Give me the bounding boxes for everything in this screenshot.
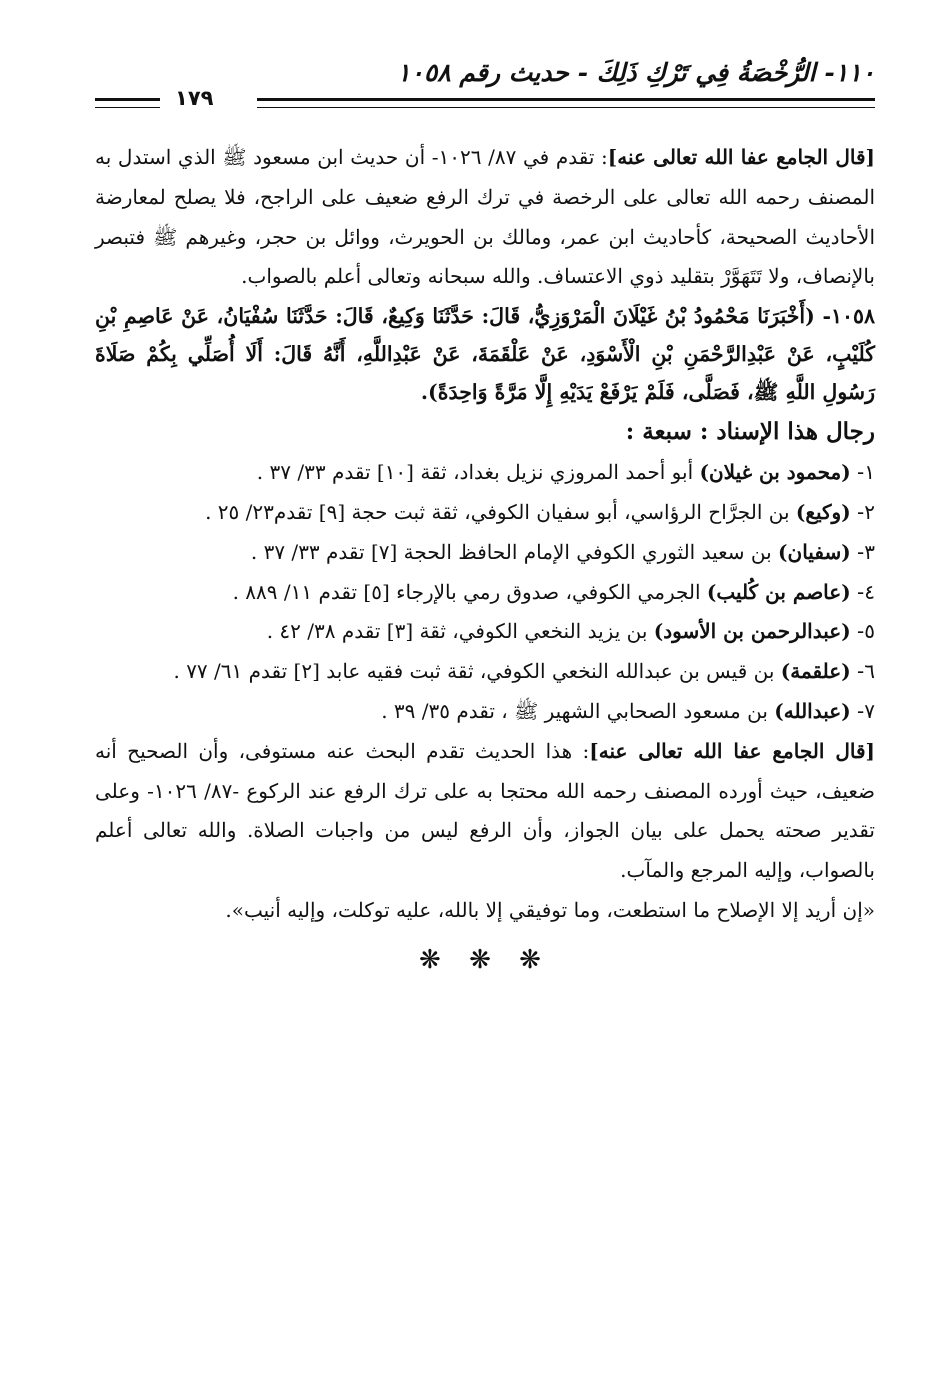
narrator-name: (محمود بن غيلان) <box>699 460 851 485</box>
intro-lead: [قال الجامع عفا الله تعالى عنه] <box>607 145 875 169</box>
header-title: ١١٠- الرُّخْصَةُ فِي تَرْكِ ذَلِكَ - حديث رقم ١٠٥٨ <box>397 58 875 87</box>
narrator-desc: بن قيس بن عبدالله النخعي الكوفي، ثقة ثبت فقيه عابد [٢] تقدم ٦١/ ٧٧ . <box>173 659 781 684</box>
narrator-name: (عبدالرحمن بن الأسود) <box>653 619 851 644</box>
narrator-item <box>95 533 875 573</box>
narrator-number: ١- <box>857 460 875 485</box>
conclusion-paragraph <box>95 732 875 891</box>
narrator-item <box>95 573 875 613</box>
narrator-desc: بن يزيد النخعي الكوفي، ثقة [٣] تقدم ٣٨/ ٤٢ . <box>266 619 654 644</box>
narrator-name: (علقمة) <box>780 659 851 684</box>
intro-paragraph <box>95 138 875 297</box>
header-rule-right <box>257 98 875 108</box>
running-header <box>95 58 875 108</box>
narrator-name: (عبدالله) <box>774 698 851 723</box>
narrator-name: (سفيان) <box>778 539 851 564</box>
narrator-desc: الجرمي الكوفي، صدوق رمي بالإرجاء [٥] تقدم ١١/ ٨٨٩ . <box>232 579 707 604</box>
narrator-desc: بن مسعود الصحابي الشهير ﷺ ، تقدم ٣٥/ ٣٩ . <box>381 698 775 723</box>
document-page <box>95 58 875 981</box>
section-separator-stars: ❋ ❋ ❋ <box>419 944 551 975</box>
narrator-number: ٦- <box>857 659 875 684</box>
narrator-name: (وكيع) <box>795 499 851 524</box>
narrator-number: ٥- <box>857 619 875 644</box>
narrator-desc: بن الجرَّاح الرؤاسي، أبو سفيان الكوفي، ثقة ثبت حجة [٩] تقدم٢٣/ ٢٥ . <box>205 499 796 524</box>
conclusion-lead: [قال الجامع عفا الله تعالى عنه] <box>589 738 876 763</box>
narrator-desc: أبو أحمد المروزي نزيل بغداد، ثقة [١٠] تقدم ٣٣/ ٣٧ . <box>256 460 700 485</box>
header-rule-left <box>95 98 160 108</box>
narrators-list <box>95 453 875 732</box>
narrator-item <box>95 493 875 533</box>
narrator-name: (عاصم بن كُليب) <box>706 579 851 604</box>
narrator-number: ٢- <box>857 499 875 524</box>
narrator-item <box>95 692 875 732</box>
narrators-title: رجال هذا الإسناد : سبعة : <box>625 418 875 446</box>
narrator-number: ٤- <box>857 579 875 604</box>
page-body <box>95 138 875 981</box>
narrator-desc: بن سعيد الثوري الكوفي الإمام الحافظ الحجة [٧] تقدم ٣٣/ ٣٧ . <box>250 539 779 564</box>
closing-quote: «إن أريد إلا الإصلاح ما استطعت، وما توفيقي إلا بالله، عليه توكلت، وإليه أنيب». <box>225 897 875 922</box>
page-number: ١٧٩ <box>175 86 214 110</box>
narrator-number: ٣- <box>857 539 875 564</box>
hadith-text: ١٠٥٨- (أَخْبَرَنَا مَحْمُودُ بْنُ غَيْلَانَ الْمَرْوَزِيُّ، قَالَ: حَدَّثَنَا وَكِيعٌ، قَالَ: حَدَّثَنَا سُفْيَانُ، عَنْ عَاصِمِ بْنِ كُلَيْبٍ، عَنْ عَبْدِالرَّحْمَنِ بْنِ الْأَسْوَدِ، عَنْ عَلْقَمَةَ، عَنْ عَبْدِاللَّهِ، أَنَّهُ قَالَ: أَلَا أُصَلِّي بِكُمْ صَلَاةَ رَسُولِ اللَّهِ ﷺ، فَصَلَّى، فَلَمْ يَرْفَعْ يَدَيْهِ إِلَّا مَرَّةً وَاحِدَةً). <box>95 304 875 405</box>
intro-text: : تقدم في ٨٧/ ١٠٢٦- أن حديث ابن مسعود ﷺ الذي استدل به المصنف رحمه الله تعالى على الرخصة في ترك الرفع ضعيف على الراجح، فلا يصلح لمعارضة الأحاديث الصحيحة، كأحاديث ابن عمر، ومالك بن الحويرث، ووائل بن حجر، وغيرهم ﷺ فتبصر بالإنصاف، ولا تَتَهَوَّرْ بتقليد ذوي الاعتساف. والله سبحانه وتعالى أعلم بالصواب. <box>95 145 875 289</box>
narrator-item <box>95 652 875 692</box>
conclusion-text: : هذا الحديث تقدم البحث عنه مستوفى، وأن الصحيح أنه ضعيف، حيث أورده المصنف رحمه الله محتجا به على ترك الرفع عند الركوع -٨٧/ ١٠٢٦- وعلى تقدير صحته يحمل على بيان الجواز، وأن الرفع ليس من واجبات الصلاة. والله تعالى أعلم بالصواب، وإليه المرجع والمآب. <box>95 738 875 883</box>
narrator-item <box>95 453 875 493</box>
narrator-number: ٧- <box>857 698 875 723</box>
narrator-item <box>95 612 875 652</box>
